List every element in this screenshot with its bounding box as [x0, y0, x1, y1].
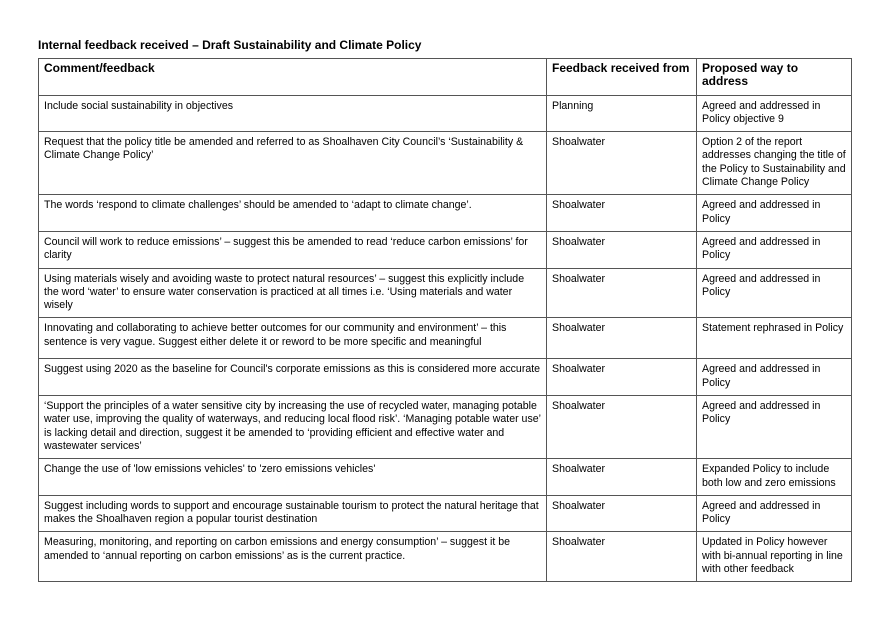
proposed-address-cell: Agreed and addressed in Policy: [697, 195, 852, 232]
table-row: [39, 318, 852, 359]
comment-cell: ‘Support the principles of a water sensitive city by increasing the use of recycled water, managing potable water use, improving the quality of waterways, and reducing local flood risk’. ‘Managing potable water use’ is lacking detail and direction, suggest it be amended to ‘providing efficient and effective water and wastewater services’: [39, 396, 547, 459]
header-received-from: Feedback received from: [547, 59, 697, 96]
proposed-address-cell: Agreed and addressed in Policy objective 9: [697, 95, 852, 132]
comment-cell: Innovating and collaborating to achieve better outcomes for our community and environment’ – this sentence is very vague. Suggest either delete it or reword to be more specific and meaningful: [39, 318, 547, 359]
table-row: [39, 195, 852, 232]
proposed-address-cell: Agreed and addressed in Policy: [697, 396, 852, 459]
table-row: [39, 532, 852, 582]
header-proposed-address: Proposed way to address: [697, 59, 852, 96]
comment-cell: Using materials wisely and avoiding waste to protect natural resources’ – suggest this explicitly include the word ‘water’ to ensure water conservation is practiced at all times i.e. ‘Using materials and water wisely: [39, 268, 547, 318]
received-from-cell: Shoalwater: [547, 132, 697, 195]
proposed-address-cell: Updated in Policy however with bi-annual reporting in line with other feedback: [697, 532, 852, 582]
proposed-address-cell: Agreed and addressed in Policy: [697, 231, 852, 268]
comment-cell: Suggest using 2020 as the baseline for Council's corporate emissions as this is considered more accurate: [39, 359, 547, 396]
comment-cell: Suggest including words to support and encourage sustainable tourism to protect the natural heritage that makes the Shoalhaven region a popular tourist destination: [39, 495, 547, 532]
header-comment: Comment/feedback: [39, 59, 547, 96]
table-row: [39, 268, 852, 318]
proposed-address-cell: Option 2 of the report addresses changing the title of the Policy to Sustainability and Climate Change Policy: [697, 132, 852, 195]
feedback-table: [38, 58, 852, 582]
table-row: [39, 459, 852, 496]
comment-cell: Include social sustainability in objectives: [39, 95, 547, 132]
received-from-cell: Shoalwater: [547, 195, 697, 232]
proposed-address-cell: Expanded Policy to include both low and zero emissions: [697, 459, 852, 496]
proposed-address-cell: Agreed and addressed in Policy: [697, 359, 852, 396]
comment-cell: Council will work to reduce emissions’ – suggest this be amended to read ‘reduce carbon emissions’ for clarity: [39, 231, 547, 268]
page-title: Internal feedback received – Draft Sustainability and Climate Policy: [38, 38, 422, 52]
comment-cell: Request that the policy title be amended and referred to as Shoalhaven City Council’s ‘Sustainability & Climate Change Policy’: [39, 132, 547, 195]
proposed-address-cell: Agreed and addressed in Policy: [697, 495, 852, 532]
received-from-cell: Shoalwater: [547, 359, 697, 396]
header-row: [39, 59, 852, 96]
table-row: [39, 132, 852, 195]
comment-cell: Measuring, monitoring, and reporting on carbon emissions and energy consumption’ – suggest it be amended to ‘annual reporting on carbon emissions’ as is the current practice.: [39, 532, 547, 582]
received-from-cell: Planning: [547, 95, 697, 132]
table-row: [39, 495, 852, 532]
received-from-cell: Shoalwater: [547, 318, 697, 359]
table-row: [39, 359, 852, 396]
received-from-cell: Shoalwater: [547, 268, 697, 318]
received-from-cell: Shoalwater: [547, 459, 697, 496]
comment-cell: Change the use of 'low emissions vehicles' to 'zero emissions vehicles': [39, 459, 547, 496]
proposed-address-cell: Statement rephrased in Policy: [697, 318, 852, 359]
received-from-cell: Shoalwater: [547, 532, 697, 582]
proposed-address-cell: Agreed and addressed in Policy: [697, 268, 852, 318]
table-row: [39, 231, 852, 268]
received-from-cell: Shoalwater: [547, 495, 697, 532]
received-from-cell: Shoalwater: [547, 396, 697, 459]
comment-cell: The words ‘respond to climate challenges’ should be amended to ‘adapt to climate change’.: [39, 195, 547, 232]
table-row: [39, 396, 852, 459]
received-from-cell: Shoalwater: [547, 231, 697, 268]
table-row: [39, 95, 852, 132]
